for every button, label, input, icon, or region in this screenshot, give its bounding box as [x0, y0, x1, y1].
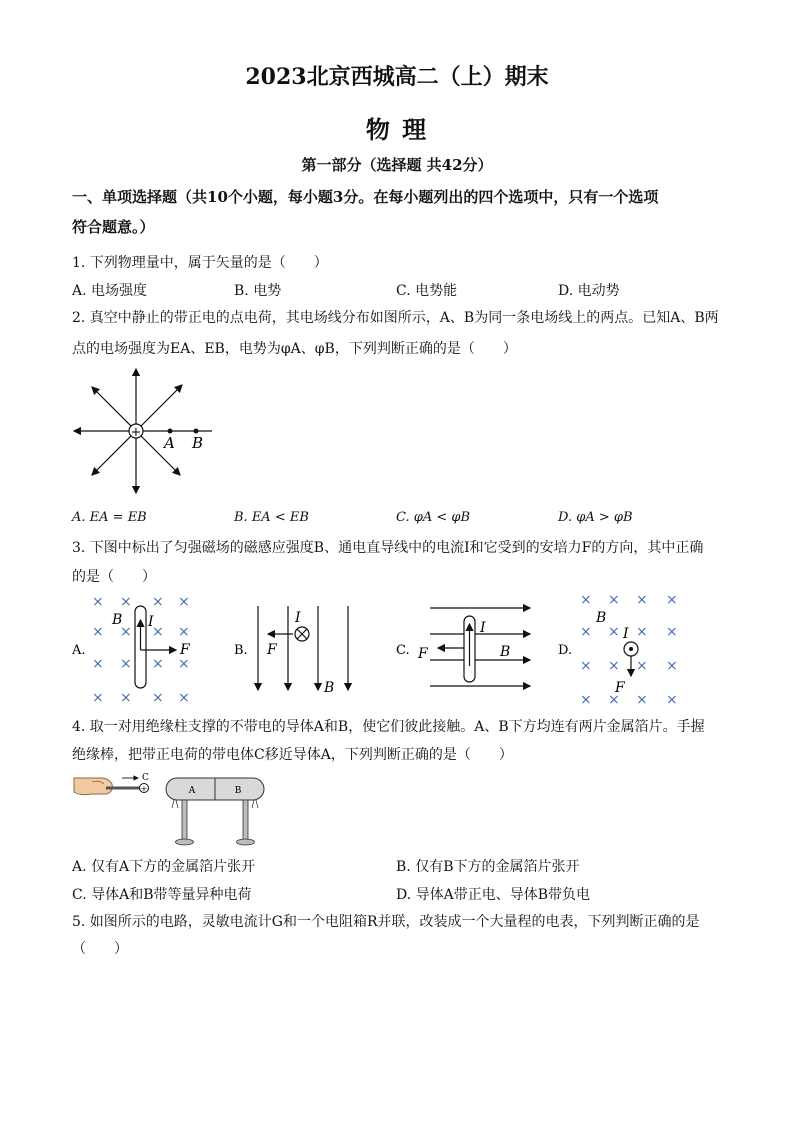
point-b — [194, 429, 199, 434]
q3-fig-b-letter: B. — [234, 643, 248, 658]
q4-option-d: D. 导体A带正电、导体B带负电 — [396, 887, 591, 903]
svg-text:B: B — [234, 786, 242, 796]
svg-text:×: × — [666, 692, 678, 708]
section-heading-line1: 一、单项选择题（共10个小题，每小题3分。在每小题列出的四个选项中，只有一个选项 — [72, 188, 659, 206]
svg-text:×: × — [92, 690, 104, 706]
q5-stem-line1: 5. 如图所示的电路，灵敏电流计G和一个电阻箱R并联，改装成一个大量程的电表，下列判断正确的是 — [72, 914, 700, 930]
section-heading-line2: 符合题意。） — [72, 218, 155, 236]
svg-text:×: × — [120, 690, 132, 706]
svg-text:×: × — [580, 692, 592, 708]
svg-text:F: F — [267, 642, 277, 658]
charge-sign: + — [130, 425, 142, 440]
svg-text:×: × — [666, 624, 678, 640]
q1-option-d: D. 电动势 — [558, 283, 620, 299]
svg-text:×: × — [92, 624, 104, 640]
svg-text:×: × — [178, 690, 190, 706]
q4-stem-line2: 绝缘棒，把带正电荷的带电体C移近导体A，下列判断正确的是（ ） — [72, 747, 513, 763]
svg-text:×: × — [666, 592, 678, 608]
svg-text:×: × — [120, 594, 132, 610]
q1-stem: 1. 下列物理量中，属于矢量的是（ ） — [72, 255, 328, 271]
svg-text:×: × — [178, 594, 190, 610]
q4-option-a: A. 仅有A下方的金属箔片张开 — [72, 859, 256, 875]
label-b: B — [192, 434, 204, 452]
svg-text:A: A — [188, 786, 196, 796]
q1-option-a: A. 电场强度 — [72, 283, 148, 299]
q3-figures — [68, 590, 748, 715]
svg-text:×: × — [178, 624, 190, 640]
svg-text:F: F — [418, 646, 428, 662]
q3-stem-line2: 的是（ ） — [72, 569, 156, 585]
svg-text:×: × — [152, 656, 164, 672]
svg-text:F: F — [615, 680, 625, 696]
q3-fig-a-letter: A. — [72, 643, 86, 658]
q3-fig-c-letter: C. — [396, 643, 410, 658]
point-a — [168, 429, 173, 434]
svg-text:I: I — [623, 626, 629, 642]
svg-text:×: × — [580, 592, 592, 608]
svg-text:B: B — [112, 612, 123, 628]
svg-text:×: × — [580, 658, 592, 674]
svg-text:×: × — [666, 658, 678, 674]
svg-text:×: × — [120, 624, 132, 640]
svg-text:×: × — [636, 692, 648, 708]
q2-stem-line1: 2. 真空中静止的带正电的点电荷，其电场线分布如图所示，A、B为同一条电场线上的两点。已知A、B两 — [72, 310, 719, 326]
q4-conductor-figure — [70, 768, 275, 848]
svg-text:I: I — [480, 620, 486, 636]
label-a: A — [164, 434, 175, 452]
q3-fig-d-letter: D. — [558, 643, 573, 658]
hand-icon — [74, 778, 112, 795]
svg-text:×: × — [608, 658, 620, 674]
svg-text:×: × — [636, 592, 648, 608]
svg-text:×: × — [152, 624, 164, 640]
q1-option-c: C. 电势能 — [396, 283, 458, 299]
subject-title: 物 理 — [365, 115, 429, 144]
q3-stem-line1: 3. 下图中标出了匀强磁场的磁感应强度B、通电直导线中的电流I和它受到的安培力F的方向，其中正确 — [72, 540, 704, 556]
svg-text:B: B — [500, 644, 511, 660]
svg-text:I: I — [148, 614, 154, 630]
svg-text:×: × — [608, 624, 620, 640]
svg-text:×: × — [92, 594, 104, 610]
svg-text:×: × — [152, 690, 164, 706]
q2-option-b: B. EA < EB — [234, 510, 309, 525]
svg-text:×: × — [152, 594, 164, 610]
svg-text:×: × — [580, 624, 592, 640]
svg-text:B: B — [324, 680, 335, 696]
label-c: C — [142, 773, 149, 783]
svg-text:×: × — [178, 656, 190, 672]
svg-text:×: × — [92, 656, 104, 672]
page-title: 2023北京西城高二（上）期末 — [245, 64, 549, 90]
svg-text:×: × — [608, 592, 620, 608]
svg-text:I: I — [295, 610, 301, 626]
svg-text:B: B — [596, 610, 607, 626]
q4-option-b: B. 仅有B下方的金属箔片张开 — [396, 859, 580, 875]
svg-text:+: + — [140, 784, 148, 794]
q2-stem-line2: 点的电场强度为EA、EB，电势为φA、φB，下列判断正确的是（ ） — [72, 341, 517, 357]
q2-field-figure — [70, 365, 215, 497]
q4-option-c: C. 导体A和B带等量异种电荷 — [72, 887, 252, 903]
svg-text:×: × — [608, 692, 620, 708]
q2-option-c: C. φA < φB — [396, 510, 471, 525]
q2-option-a: A. EA = EB — [72, 510, 147, 525]
q5-stem-line2: （ ） — [72, 941, 128, 957]
svg-text:F: F — [180, 642, 190, 658]
part-title: 第一部分（选择题 共42分） — [301, 156, 493, 174]
q2-option-d: D. φA > φB — [558, 510, 633, 525]
svg-text:×: × — [636, 624, 648, 640]
svg-text:×: × — [120, 656, 132, 672]
q1-option-b: B. 电势 — [234, 283, 282, 299]
q4-stem-line1: 4. 取一对用绝缘柱支撑的不带电的导体A和B，使它们彼此接触。A、B下方均连有两片金属箔片。手握 — [72, 719, 705, 735]
svg-text:×: × — [636, 658, 648, 674]
